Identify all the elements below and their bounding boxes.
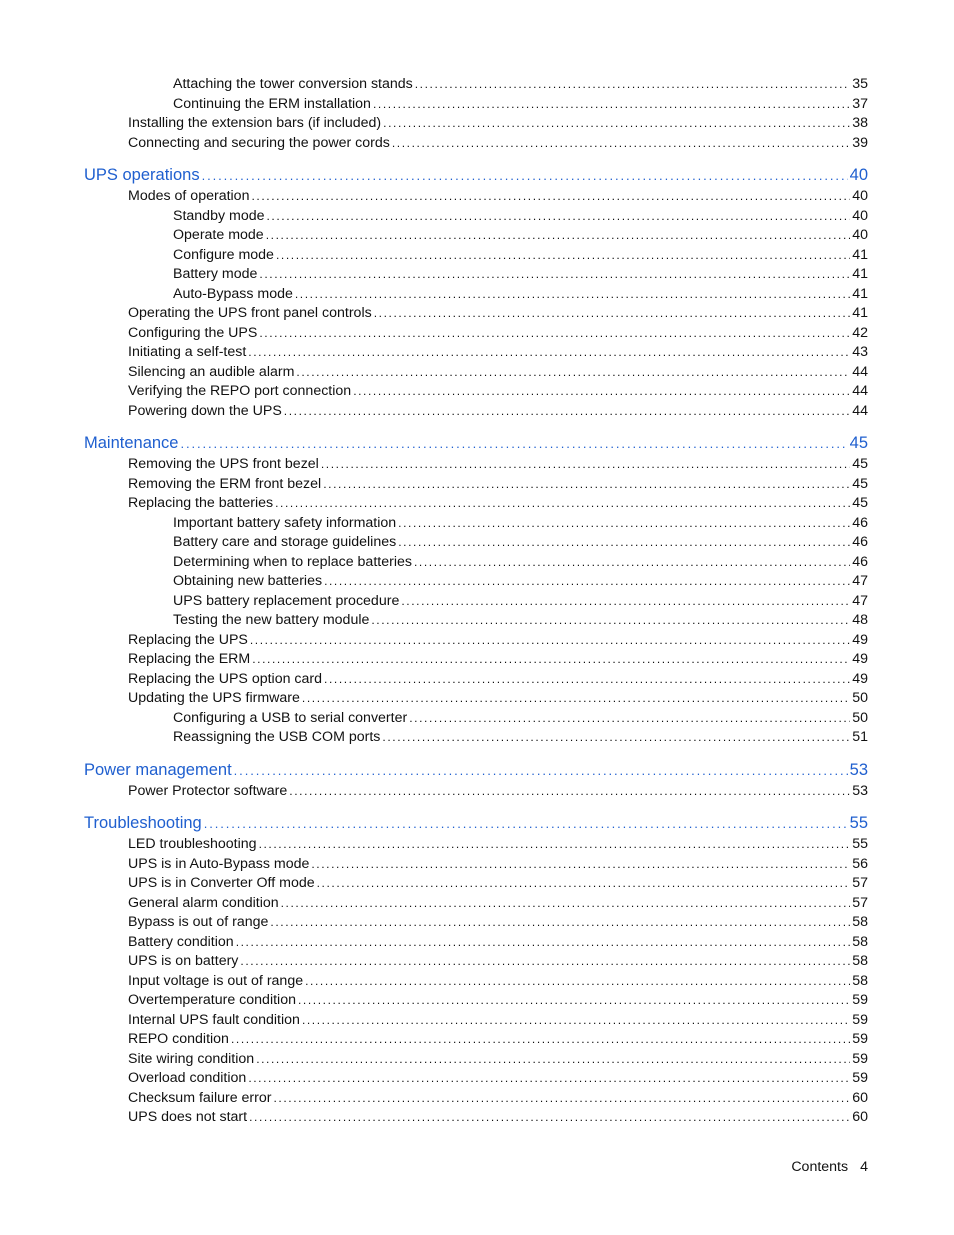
toc-entry-page: 59 bbox=[852, 1050, 868, 1067]
toc-entry-page: 47 bbox=[852, 592, 868, 609]
toc-entry-page: 58 bbox=[852, 933, 868, 950]
footer-page-number: 4 bbox=[860, 1159, 868, 1175]
toc-entry-title: Verifying the REPO port connection bbox=[128, 383, 352, 399]
toc-entry-page: 40 bbox=[852, 227, 868, 243]
toc-entry-page: 44 bbox=[852, 363, 868, 380]
dot-leader bbox=[267, 207, 851, 227]
toc-entry-title: Initiating a self-test bbox=[128, 344, 247, 360]
dot-leader bbox=[415, 75, 850, 95]
toc-entry-title: Checksum failure error bbox=[128, 1089, 272, 1106]
toc-entry-title: Replacing the batteries bbox=[128, 495, 274, 511]
toc-entry[interactable] bbox=[0, 514, 954, 534]
toc-entry[interactable] bbox=[0, 952, 954, 972]
toc-entry[interactable] bbox=[0, 894, 954, 914]
toc-entry-page: 41 bbox=[852, 305, 868, 321]
toc-entry-page: 50 bbox=[852, 690, 868, 706]
dot-leader bbox=[302, 689, 850, 709]
toc-entry[interactable] bbox=[0, 207, 954, 227]
toc-entry[interactable] bbox=[0, 1089, 954, 1109]
dot-leader bbox=[353, 382, 850, 402]
toc-entry-title: Silencing an audible alarm bbox=[128, 363, 295, 380]
toc-entry-title: General alarm condition bbox=[128, 894, 279, 911]
dot-leader bbox=[204, 812, 848, 836]
toc-entry-page: 58 bbox=[852, 914, 868, 930]
toc-entry-title: Powering down the UPS bbox=[128, 402, 282, 419]
toc-entry[interactable] bbox=[0, 991, 954, 1011]
toc-entry-page: 40 bbox=[849, 166, 868, 184]
toc-chapter-entry[interactable] bbox=[0, 431, 954, 455]
toc-entry-title: Auto-Bypass mode bbox=[173, 285, 293, 302]
toc-entry-title: REPO condition bbox=[128, 1031, 229, 1047]
dot-leader bbox=[270, 913, 850, 933]
toc-entry[interactable] bbox=[0, 265, 954, 285]
footer-section-label: Contents bbox=[791, 1159, 849, 1175]
toc-entry-title: Configuring a USB to serial converter bbox=[173, 709, 408, 726]
toc-entry-page: 50 bbox=[852, 709, 868, 726]
toc-entry-page: 45 bbox=[852, 495, 868, 511]
toc-entry-title: LED troubleshooting bbox=[128, 836, 257, 852]
toc-entry[interactable] bbox=[0, 246, 954, 266]
toc-entry-page: 46 bbox=[852, 514, 868, 531]
toc-entry[interactable] bbox=[0, 285, 954, 305]
toc-entry-title: Reassigning the USB COM ports bbox=[173, 729, 381, 745]
toc-entry-page: 46 bbox=[852, 534, 868, 550]
toc-entry-page: 58 bbox=[852, 972, 868, 989]
toc-entry-title: Bypass is out of range bbox=[128, 914, 269, 930]
dot-leader bbox=[296, 363, 850, 383]
dot-leader bbox=[252, 650, 850, 670]
dot-leader bbox=[275, 494, 850, 514]
toc-entry[interactable] bbox=[0, 933, 954, 953]
toc-entry-page: 44 bbox=[852, 402, 868, 419]
toc-entry-title: Installing the extension bars (if included) bbox=[128, 115, 382, 131]
dot-leader bbox=[298, 991, 850, 1011]
toc-entry-title: Removing the ERM front bezel bbox=[128, 475, 322, 492]
toc-entry-page: 59 bbox=[852, 1031, 868, 1047]
toc-entry-title: Configuring the UPS bbox=[128, 324, 258, 341]
toc-entry[interactable] bbox=[0, 1011, 954, 1031]
toc-entry-title: Troubleshooting bbox=[84, 814, 202, 832]
toc-entry-title: Overtemperature condition bbox=[128, 992, 296, 1008]
toc-entry-title: Input voltage is out of range bbox=[128, 972, 304, 989]
toc-chapter-entry[interactable] bbox=[0, 758, 954, 782]
dot-leader bbox=[289, 782, 850, 802]
toc-chapter-entry[interactable] bbox=[0, 811, 954, 835]
toc-entry-title: UPS is in Converter Off mode bbox=[128, 875, 315, 891]
table-of-contents bbox=[0, 75, 954, 1128]
toc-entry[interactable] bbox=[0, 855, 954, 875]
toc-entry-title: Attaching the tower conversion stands bbox=[173, 76, 413, 92]
toc-entry-page: 57 bbox=[852, 894, 868, 911]
dot-leader bbox=[249, 1108, 850, 1128]
toc-entry-page: 60 bbox=[852, 1089, 868, 1106]
toc-entry-page: 49 bbox=[852, 670, 868, 687]
page-footer bbox=[791, 1159, 868, 1175]
toc-entry[interactable] bbox=[0, 874, 954, 894]
toc-entry[interactable] bbox=[0, 1030, 954, 1050]
toc-entry-page: 35 bbox=[852, 76, 868, 92]
dot-leader bbox=[398, 514, 850, 534]
toc-entry-title: Operate mode bbox=[173, 227, 264, 243]
toc-entry[interactable] bbox=[0, 114, 954, 134]
dot-leader bbox=[401, 592, 850, 612]
toc-entry-page: 59 bbox=[852, 1070, 868, 1086]
dot-leader bbox=[276, 246, 850, 266]
dot-leader bbox=[383, 114, 850, 134]
toc-entry-page: 44 bbox=[852, 383, 868, 399]
toc-entry[interactable] bbox=[0, 324, 954, 344]
toc-entry-page: 45 bbox=[852, 475, 868, 492]
dot-leader bbox=[371, 611, 850, 631]
dot-leader bbox=[295, 285, 850, 305]
toc-entry[interactable] bbox=[0, 689, 954, 709]
toc-entry-page: 49 bbox=[852, 651, 868, 667]
toc-entry[interactable] bbox=[0, 455, 954, 475]
toc-entry-title: Replacing the UPS bbox=[128, 631, 248, 648]
dot-leader bbox=[180, 432, 847, 456]
toc-entry-title: Internal UPS fault condition bbox=[128, 1011, 300, 1028]
dot-leader bbox=[274, 1089, 851, 1109]
dot-leader bbox=[302, 1011, 850, 1031]
dot-leader bbox=[374, 304, 851, 324]
toc-entry-page: 38 bbox=[852, 115, 868, 131]
toc-entry-page: 59 bbox=[852, 992, 868, 1008]
dot-leader bbox=[248, 343, 850, 363]
toc-entry[interactable] bbox=[0, 782, 954, 802]
toc-entry-page: 46 bbox=[852, 553, 868, 570]
dot-leader bbox=[311, 855, 850, 875]
toc-entry-title: Operating the UPS front panel controls bbox=[128, 305, 372, 321]
toc-entry-title: Overload condition bbox=[128, 1070, 247, 1086]
toc-entry-page: 53 bbox=[849, 760, 868, 779]
dot-leader bbox=[234, 759, 848, 783]
toc-entry-title: Battery mode bbox=[173, 266, 258, 282]
toc-entry[interactable] bbox=[0, 494, 954, 514]
dot-leader bbox=[256, 1050, 850, 1070]
toc-entry[interactable] bbox=[0, 187, 954, 207]
toc-entry[interactable] bbox=[0, 572, 954, 592]
toc-entry-title: UPS does not start bbox=[128, 1109, 248, 1125]
toc-entry[interactable] bbox=[0, 95, 954, 115]
toc-entry-page: 42 bbox=[852, 324, 868, 341]
toc-entry[interactable] bbox=[0, 728, 954, 748]
toc-entry-title: Continuing the ERM installation bbox=[173, 95, 371, 112]
toc-entry[interactable] bbox=[0, 226, 954, 246]
toc-entry-title: Power management bbox=[84, 760, 232, 779]
toc-entry-title: Standby mode bbox=[173, 207, 265, 224]
toc-entry-title: Power Protector software bbox=[128, 782, 288, 799]
dot-leader bbox=[305, 972, 850, 992]
dot-leader bbox=[281, 894, 851, 914]
toc-entry-title: Replacing the UPS option card bbox=[128, 670, 323, 687]
toc-entry[interactable] bbox=[0, 1069, 954, 1089]
toc-entry[interactable] bbox=[0, 650, 954, 670]
toc-entry-title: Replacing the ERM bbox=[128, 651, 251, 667]
toc-entry-page: 57 bbox=[852, 875, 868, 891]
toc-entry[interactable] bbox=[0, 533, 954, 553]
toc-entry[interactable] bbox=[0, 913, 954, 933]
dot-leader bbox=[248, 1069, 850, 1089]
toc-entry-page: 47 bbox=[852, 573, 868, 589]
toc-entry[interactable] bbox=[0, 382, 954, 402]
toc-entry-page: 45 bbox=[849, 434, 868, 452]
toc-entry[interactable] bbox=[0, 363, 954, 383]
toc-entry-title: Modes of operation bbox=[128, 188, 250, 204]
dot-leader bbox=[392, 134, 850, 154]
toc-entry-page: 60 bbox=[852, 1109, 868, 1125]
dot-leader bbox=[236, 933, 851, 953]
dot-leader bbox=[414, 553, 850, 573]
toc-entry-title: UPS operations bbox=[84, 166, 200, 184]
dot-leader bbox=[323, 475, 850, 495]
dot-leader bbox=[398, 533, 850, 553]
dot-leader bbox=[321, 455, 850, 475]
toc-entry-page: 45 bbox=[852, 456, 868, 472]
toc-entry-page: 40 bbox=[852, 188, 868, 204]
toc-entry-title: Updating the UPS firmware bbox=[128, 690, 300, 706]
toc-entry[interactable] bbox=[0, 475, 954, 495]
toc-entry-title: UPS is on battery bbox=[128, 953, 239, 969]
toc-entry-page: 49 bbox=[852, 631, 868, 648]
toc-entry[interactable] bbox=[0, 972, 954, 992]
toc-entry-title: Battery care and storage guidelines bbox=[173, 534, 397, 550]
toc-entry[interactable] bbox=[0, 709, 954, 729]
toc-entry[interactable] bbox=[0, 1108, 954, 1128]
dot-leader bbox=[373, 95, 850, 115]
toc-entry-page: 48 bbox=[852, 612, 868, 628]
toc-entry[interactable] bbox=[0, 134, 954, 154]
toc-entry-page: 58 bbox=[852, 953, 868, 969]
toc-entry-title: Obtaining new batteries bbox=[173, 573, 323, 589]
toc-entry-page: 41 bbox=[852, 246, 868, 263]
toc-entry-title: UPS battery replacement procedure bbox=[173, 592, 400, 609]
toc-entry[interactable] bbox=[0, 611, 954, 631]
toc-entry-title: Removing the UPS front bezel bbox=[128, 456, 319, 472]
toc-entry-page: 51 bbox=[852, 729, 868, 745]
toc-entry-page: 40 bbox=[852, 207, 868, 224]
toc-entry-page: 53 bbox=[852, 782, 868, 799]
dot-leader bbox=[250, 631, 850, 651]
dot-leader bbox=[317, 874, 851, 894]
dot-leader bbox=[284, 402, 850, 422]
toc-entry[interactable] bbox=[0, 402, 954, 422]
dot-leader bbox=[251, 187, 850, 207]
toc-entry-page: 56 bbox=[852, 855, 868, 872]
toc-entry-title: Site wiring condition bbox=[128, 1050, 255, 1067]
toc-entry[interactable] bbox=[0, 835, 954, 855]
toc-entry-title: Maintenance bbox=[84, 434, 179, 452]
toc-entry-page: 55 bbox=[852, 836, 868, 852]
dot-leader bbox=[266, 226, 851, 246]
dot-leader bbox=[324, 670, 850, 690]
dot-leader bbox=[259, 324, 850, 344]
toc-entry-title: Testing the new battery module bbox=[173, 612, 370, 628]
toc-entry[interactable] bbox=[0, 1050, 954, 1070]
toc-entry-title: Battery condition bbox=[128, 933, 234, 950]
toc-entry[interactable] bbox=[0, 592, 954, 612]
dot-leader bbox=[240, 952, 850, 972]
toc-entry-page: 41 bbox=[852, 266, 868, 282]
toc-entry-page: 41 bbox=[852, 285, 868, 302]
toc-entry[interactable] bbox=[0, 304, 954, 324]
dot-leader bbox=[259, 265, 850, 285]
toc-entry-page: 59 bbox=[852, 1011, 868, 1028]
toc-entry-title: Connecting and securing the power cords bbox=[128, 134, 390, 151]
toc-entry-title: Determining when to replace batteries bbox=[173, 553, 412, 570]
toc-entry[interactable] bbox=[0, 343, 954, 363]
toc-chapter-entry[interactable] bbox=[0, 163, 954, 187]
toc-entry-title: Configure mode bbox=[173, 246, 274, 263]
dot-leader bbox=[202, 164, 848, 188]
dot-leader bbox=[382, 728, 850, 748]
toc-entry-page: 55 bbox=[849, 814, 868, 832]
toc-entry-page: 39 bbox=[852, 134, 868, 151]
dot-leader bbox=[324, 572, 850, 592]
dot-leader bbox=[259, 835, 851, 855]
toc-entry-title: Important battery safety information bbox=[173, 514, 397, 531]
toc-entry-title: UPS is in Auto-Bypass mode bbox=[128, 855, 310, 872]
toc-entry-page: 43 bbox=[852, 344, 868, 360]
toc-entry[interactable] bbox=[0, 553, 954, 573]
toc-entry[interactable] bbox=[0, 670, 954, 690]
dot-leader bbox=[409, 709, 850, 729]
toc-entry[interactable] bbox=[0, 631, 954, 651]
toc-entry-page: 37 bbox=[852, 95, 868, 112]
toc-entry[interactable] bbox=[0, 75, 954, 95]
dot-leader bbox=[231, 1030, 850, 1050]
